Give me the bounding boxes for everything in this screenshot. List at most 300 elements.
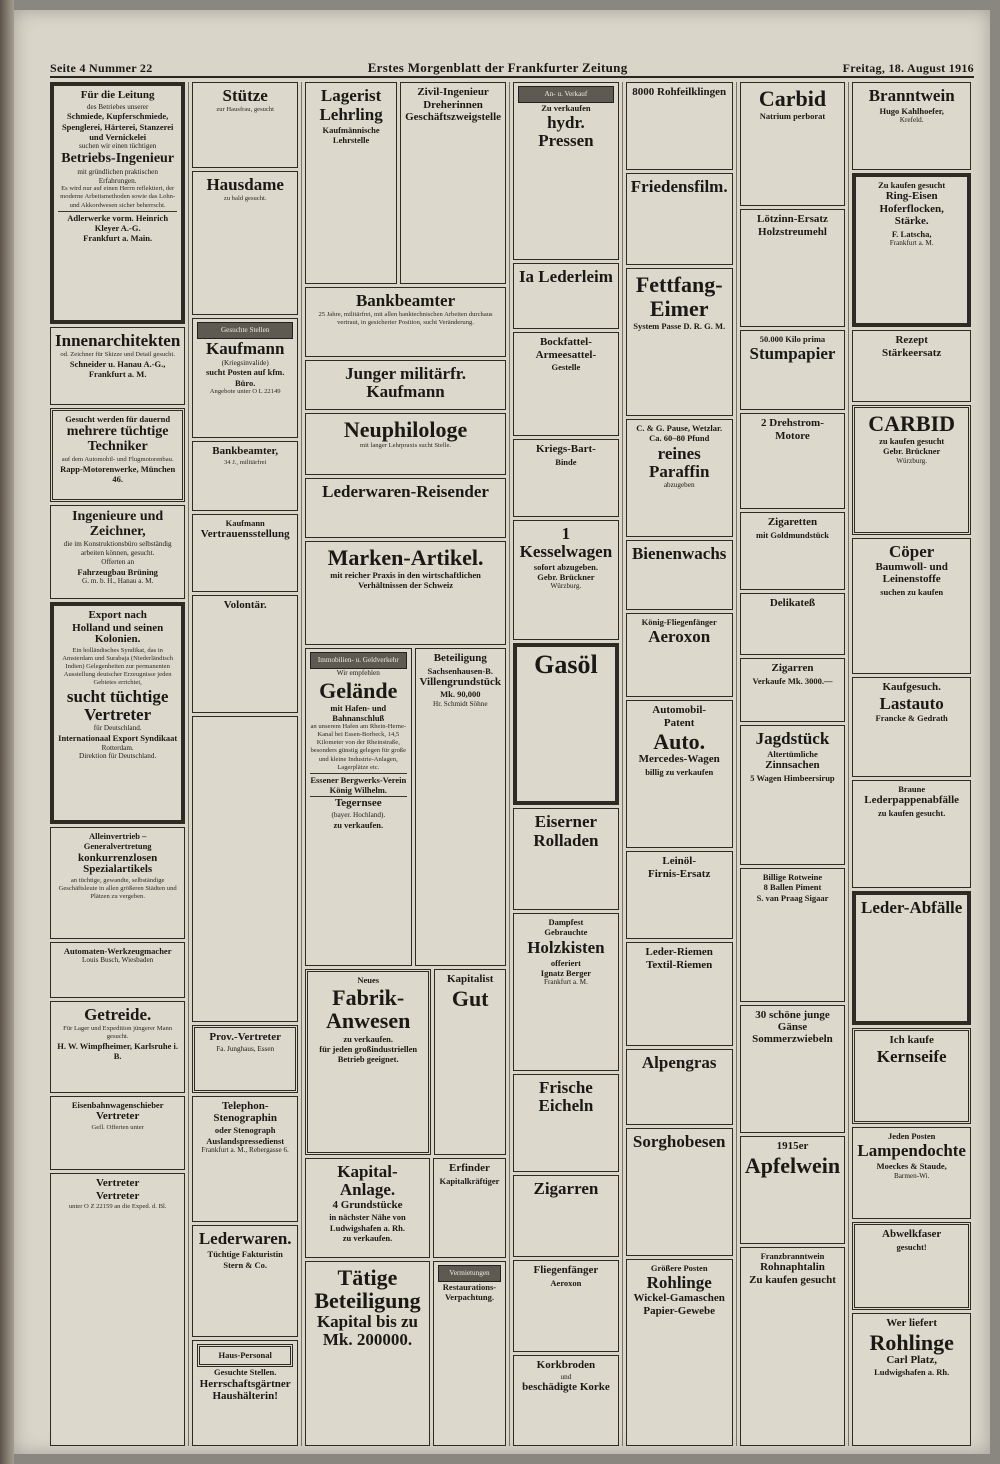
ad-line: mit reicher Praxis in den wirtschaftlichen Verhältnissen der Schweiz: [330, 570, 481, 591]
ad-line: Zu kaufen gesucht: [878, 180, 946, 190]
ad-zigaretten: [740, 512, 846, 590]
masthead: [50, 58, 974, 78]
ad-headline: Textil-Riemen: [646, 958, 713, 971]
ad-headline: Jagdstück: [755, 729, 830, 748]
ad-line: H. W. Wimpfheimer, Karlsruhe i. B.: [57, 1040, 179, 1062]
ad-line: Schmiede, Kupferschmiede, Spenglerei, Härterei, Stanzerei und Vernickelei: [61, 111, 174, 143]
ad-headline: CARBID: [868, 411, 956, 436]
ad-line: zu verkaufen.: [333, 819, 384, 830]
ad-haus-personal: [192, 1340, 298, 1446]
ad-franzbranntwein: [740, 1247, 846, 1446]
ad-zivil-ingenieur: [400, 82, 506, 284]
ad-line: des Betriebes unserer: [86, 102, 149, 111]
ad-headline: Eimer: [649, 296, 709, 322]
ad-headline: Neuphilologe: [343, 417, 468, 442]
ad-line: Fa. Junghaus, Essen: [216, 1044, 275, 1053]
ad-lastauto: [852, 677, 971, 777]
ad-headline: Vertreter: [95, 1110, 140, 1123]
ad-eisenbahnwagen: [50, 1096, 185, 1170]
ad-headline: Lastauto: [879, 693, 944, 713]
ad-headline: Lederwaren-Reisender: [322, 482, 489, 501]
ad-headline: Gasöl: [534, 650, 598, 679]
ad-coeper: [852, 538, 971, 674]
ad-line: sucht Posten auf kfm. Büro.: [205, 367, 285, 388]
ad-headline: Fabrik-Anwesen: [326, 985, 411, 1034]
ad-line: Internationaal Export Syndikaat: [58, 733, 178, 744]
ad-line: Würzburg.: [550, 582, 582, 591]
ad-line: od. Zeichner für Skizze und Detail gesucht.: [60, 350, 175, 358]
ad-headline: Prov.-Vertreter: [209, 1031, 281, 1044]
section-header-vermietungen: [438, 1265, 501, 1282]
ad-line: suchen wir einen tüchtigen: [79, 142, 157, 151]
ad-line: Export nach: [88, 609, 147, 621]
ad-lederleim: [513, 263, 619, 329]
ad-line: 5 Wagen Himbeersirup: [750, 772, 835, 783]
ad-line: Ca. 60–80 Pfund: [649, 433, 710, 444]
ad-headline: Leinöl-: [662, 855, 696, 867]
ad-headline: Armeesattel-: [535, 348, 597, 361]
ad-rohfeilklingen: [626, 82, 733, 170]
ad-headline: hydr. Pressen: [538, 113, 594, 150]
ad-line: suchen zu kaufen: [880, 586, 944, 597]
ad-betriebs-ingenieur: [50, 82, 185, 324]
ad-line: auf dem Automobil- und Flugmotorenbau.: [61, 455, 174, 463]
ad-abwelkfaser: [852, 1222, 971, 1310]
ad-rolladen: [513, 808, 619, 910]
ad-line: Alleinvertrieb – Generalvertretung: [83, 831, 152, 852]
ad-headline: Motore: [775, 429, 810, 442]
page-number: Seite 4 Nummer 22: [50, 61, 153, 75]
column-2: [192, 82, 302, 1446]
ad-headline: Rolladen: [533, 830, 599, 850]
ad-kernseife: [852, 1028, 971, 1124]
ad-marken-artikel: [305, 541, 506, 645]
ad-headline: Sommerzwiebeln: [752, 1033, 833, 1046]
ad-line: Für Lager und Expedition jüngerer Mann gesucht.: [63, 1024, 173, 1040]
section-title: Immobilien- u. Geldverkehr: [317, 656, 399, 664]
ad-headline: Vertreter: [95, 1177, 140, 1189]
ad-headline: Holzstreumehl: [758, 225, 827, 238]
ad-rotweine-piment: [740, 868, 846, 1002]
section-header-haus-personal: [197, 1344, 293, 1367]
ad-line: zu verkaufen.: [343, 1033, 393, 1044]
section-title: An- u. Verkauf: [544, 90, 588, 98]
ad-line: Größere Posten: [650, 1263, 708, 1273]
ad-headline: Friedensfilm.: [630, 177, 728, 196]
ad-line: Fahrzeugbau Brüning: [77, 566, 158, 577]
ad-headline: Dreherinnen: [423, 98, 483, 111]
section-title: Vermietungen: [449, 1269, 490, 1277]
ad-headline: Leder-Riemen: [645, 946, 713, 958]
ad-headline: Beteiligung: [433, 652, 487, 664]
ad-headline: Frische Eicheln: [538, 1078, 594, 1115]
ad-bankbeamter-small: [192, 441, 298, 511]
ad-headline: Kaufmann: [205, 338, 285, 358]
ad-line: Schneider u. Hanau A.-G., Frankfurt a. M.: [69, 358, 166, 380]
ad-line: Auslandspressedienst: [206, 1135, 285, 1146]
ad-headline: Zinnsachen: [765, 759, 820, 772]
ad-headline: 4 Grundstücke: [332, 1198, 403, 1211]
column-1: [50, 82, 189, 1446]
section-header-an-verkauf: [518, 86, 614, 103]
ad-line: oder Stenograph: [214, 1125, 276, 1136]
ad-line: Braune: [898, 784, 926, 794]
ad-lederpappen: [852, 780, 971, 888]
ad-headline: Erfinder: [448, 1162, 490, 1174]
ad-headline: Sorghobesen: [632, 1132, 726, 1151]
ad-line: C. & G. Pause, Wetzlar.: [636, 423, 723, 433]
ad-headline: Vertreter: [95, 1189, 140, 1202]
ad-holzkisten: [513, 913, 619, 1071]
ad-line: Offerten an: [101, 557, 135, 566]
ad-headline: Fliegenfänger: [533, 1264, 599, 1276]
ad-line: sofort abzugeben.: [533, 561, 599, 572]
ad-headline: Kernseife: [876, 1046, 947, 1066]
ad-line: an tüchtige, gewandte, selbständige Geschäftsleute in allen größeren Städten und Plätzen zu vergeben.: [58, 876, 177, 900]
ad-headline: Vertrauensstellung: [200, 528, 290, 541]
ad-line: Frankfurt a. M., Rebergasse 6.: [201, 1146, 289, 1155]
ad-headline: Patent: [663, 716, 695, 729]
ad-eicheln: [513, 1074, 619, 1172]
ad-headline: Gut: [451, 985, 489, 1011]
ad-stenographin: [192, 1096, 298, 1222]
ad-line: Sachsenhausen-B.: [427, 665, 493, 676]
ad-headline: Haushälterin!: [212, 1390, 278, 1403]
ad-headline: 1915er: [776, 1140, 809, 1152]
ad-kapital-anlage: [305, 1158, 430, 1258]
ad-headline: Tegernsee: [334, 797, 382, 810]
ad-headline: Rohlinge: [646, 1273, 712, 1293]
ad-line: mit Goldmundstück: [755, 529, 829, 540]
ad-headline: konkurrenzlosen Spezialartikels: [78, 851, 158, 876]
ad-carbid-kauf: [852, 405, 971, 535]
section-title: Gesuchte Stellen: [220, 326, 270, 334]
ad-headline: Telephon-Stenographin: [213, 1100, 277, 1124]
ad-headline: Baumwoll- und: [875, 560, 948, 573]
ad-line: Hr. Schmidt Söhne: [433, 699, 488, 708]
ad-headline: Zigaretten: [767, 516, 818, 528]
ad-line: Krefeld.: [899, 116, 924, 125]
ad-junger-kaufmann: [305, 360, 506, 410]
ad-taetige-beteiligung: [305, 1261, 430, 1446]
section-header-gesuchte-stellen: [197, 322, 293, 339]
ad-headline: Stumpapier: [749, 344, 836, 364]
ad-headline: Bienenwachs: [631, 544, 727, 563]
ad-werkzeugmacher: [50, 942, 185, 998]
ad-columns: [50, 82, 974, 1446]
ad-headline: Wer liefert: [886, 1317, 938, 1329]
ad-headline: Kriegs-Bart-: [535, 443, 596, 455]
ad-fettfang-eimer: [626, 268, 733, 416]
ad-headline: Eiserner: [534, 812, 598, 831]
ad-headline: Rohlinge: [869, 1329, 954, 1355]
ad-line: Würzburg.: [896, 456, 928, 465]
ad-headline: Ia Lederleim: [518, 267, 613, 286]
ad-headline: beschädigte Korke: [522, 1381, 610, 1394]
ad-line: zu kaufen gesucht.: [878, 807, 946, 818]
ad-line: die im Konstruktionsbüro selbständig arbeiten können, gesucht.: [63, 540, 172, 558]
ad-headline: Hausdame: [206, 175, 284, 194]
ad-auto-mercedes: [626, 700, 733, 848]
ad-headline: Getreide.: [84, 1005, 152, 1024]
ad-line: Jeden Posten: [887, 1131, 936, 1141]
ad-headline: Junger militärfr. Kaufmann: [345, 364, 466, 401]
ad-gasoel: [513, 643, 619, 805]
ad-fliegenfaenger: [513, 1260, 619, 1352]
ad-line: 25 Jahre, militärfrei, mit allen banktechnischen Arbeiten durchaus vertraut, in gesicherter Position, sucht Veränderung.: [318, 310, 493, 326]
ad-headline: Mercedes-Wagen: [638, 753, 720, 766]
ad-headline: Innenarchitekten: [55, 331, 181, 350]
ad-line: 50.000 Kilo prima: [759, 334, 826, 344]
ad-line: Moeckes & Staude,: [876, 1161, 947, 1172]
ad-paraffin: [626, 419, 733, 537]
ad-jagdstueck: [740, 725, 846, 865]
ad-rohlinge-col6: [626, 1259, 733, 1446]
ad-kriegs-bartbinde: [513, 439, 619, 517]
ad-rezept: [852, 330, 971, 402]
ad-headline: mehrere tüchtige Techniker: [66, 424, 169, 455]
ad-delikatess: [740, 593, 846, 655]
ad-line: Essener Bergwerks-Verein König Wilhelm.: [310, 774, 407, 795]
ad-kapitalist-gut: [434, 969, 506, 1155]
ad-line: Rapp-Motorenwerke, München 46.: [60, 463, 176, 485]
ad-headline: reines Paraffin: [648, 443, 710, 481]
ad-line: Aeroxon: [550, 1277, 582, 1288]
ad-headline: Lehrling: [319, 104, 383, 124]
ad-headline: Automobil-: [652, 704, 707, 716]
ad-headline: Hoferflocken,: [879, 202, 944, 215]
ad-gaense-zwiebeln: [740, 1005, 846, 1133]
ad-line: (bayer. Hochland).: [331, 810, 386, 819]
ad-stuetze: [192, 82, 298, 168]
ad-line: mit langer Lehrpraxis sucht Stelle.: [360, 442, 452, 450]
ad-line: mit gründlichen praktischen Erfahrungen.: [77, 167, 158, 185]
ad-headline: Kapital-Anlage.: [337, 1162, 398, 1199]
ad-line: Hugo Kahlhoefer,: [879, 105, 944, 116]
ad-line: Gesuchte Stellen.: [214, 1367, 277, 1378]
ad-line: Gefl. Offerten unter: [91, 1123, 144, 1131]
ad-line: Neues: [357, 975, 380, 985]
ad-kaufmann-invalide: [192, 318, 298, 438]
ad-headline: Delikateß: [769, 597, 816, 609]
ad-line: 8 Ballen Piment: [763, 882, 822, 893]
ad-headline: Ich kaufe: [889, 1034, 934, 1046]
ad-erfinder: [433, 1158, 506, 1258]
ad-headline: Leder-Abfälle: [860, 898, 963, 917]
ad-line: Adlerwerke vorm. Heinrich Kleyer A.-G.: [67, 212, 169, 233]
ad-carbid: [740, 82, 846, 206]
ad-fabrik-anwesen: [305, 969, 431, 1155]
ad-line: König-Fliegenfänger: [641, 617, 717, 627]
ad-headline: Villengrundstück: [419, 675, 502, 688]
ad-lederwaren-reisender: [305, 478, 506, 538]
ad-line: Frankfurt a. M.: [543, 978, 588, 987]
ad-line: zu bald gesucht.: [223, 194, 267, 202]
ad-headline: 2 Drehstrom-: [761, 417, 824, 429]
ad-line: Ein holländisches Syndikat, das in Amsterdam und Surabaja (Niederländisch Indien) Gelegenheiten zur permanenten Ausstellung deutscher Erzeugnisse jeden Gebietes errichtet,: [62, 646, 174, 686]
ad-line: Dampfest: [548, 917, 584, 927]
ad-line: System Passe D. R. G. M.: [633, 321, 726, 332]
ad-line: mit Hafen- und Bahnanschluß: [330, 702, 387, 724]
ad-line: Mk. 90,000: [440, 689, 481, 700]
ad-line: Restaurations-Verpachtung.: [442, 1281, 497, 1303]
ad-headline: Tätige Beteiligung: [314, 1265, 421, 1314]
ad-line: Tüchtige Fakturistin: [207, 1249, 283, 1260]
ad-headline: 30 schöne junge Gänse: [755, 1009, 830, 1033]
ad-headline: Rezept: [895, 334, 928, 346]
ad-line: billig zu verkaufen: [645, 766, 714, 777]
ad-headline: Kaufgesuch.: [882, 681, 941, 693]
ad-ingenieure-zeichner: [50, 505, 185, 599]
ad-headline: Rohnaphtalin: [760, 1261, 825, 1274]
ad-line: Stern & Co.: [223, 1259, 268, 1270]
ad-headline: Lederpappenabfälle: [864, 794, 960, 807]
ad-line: Frankfurt a. M.: [889, 239, 934, 248]
ad-line: Francke & Gedrath: [875, 713, 948, 724]
book-binding-edge: [0, 0, 14, 1464]
ad-line: Gebrauchte: [544, 927, 588, 938]
ad-line: Angebote unter O L 22149: [209, 388, 281, 396]
ad-line: Frankfurt a. Main.: [83, 233, 153, 244]
column-7: [740, 82, 850, 1446]
ad-korke: [513, 1355, 619, 1446]
ad-stumpapier: [740, 330, 846, 410]
ad-line: Ignatz Berger: [540, 967, 592, 978]
ad-line: Kaufmännische Lehrstelle: [322, 124, 380, 146]
ad-headline: Stärke.: [894, 215, 929, 228]
ad-line: 34 J., militärfrei: [223, 458, 267, 466]
ad-line: für jeden großindustriellen Betrieb geeignet.: [319, 1043, 418, 1065]
ad-line: zu verkaufen.: [342, 1232, 393, 1243]
ad-line: Billige Rotweine: [762, 872, 823, 882]
ad-branntwein: [852, 82, 971, 170]
ad-line: Altertümliche: [767, 748, 818, 759]
ad-vermietungen: [433, 1261, 506, 1446]
ad-headline: 8000 Rohfeilklingen: [632, 86, 727, 98]
ad-leder-abfaelle: [852, 891, 971, 1025]
ad-line: unter O Z 22159 an die Exped. d. Bl.: [68, 1203, 167, 1211]
ad-line: Es wird nur auf einen Herrn reflektiert, der moderne Arbeitsmethoden sowie das Lohn- und Akkordwesen sicher beherrscht.: [60, 185, 176, 209]
ad-line: (Kriegsinvalide): [221, 358, 269, 367]
ad-line: an unserem Hafen am Rhein-Herne-Kanal bei Essen-Borbeck, 14,5 Kilometer von der Rheinstraße, besonders günstig gelegen für große und kleine Industrie-Anlagen, Lagerplätze etc.: [310, 723, 407, 771]
ad-headline: 1 Kesselwagen: [519, 524, 613, 561]
ad-headline: Leinenstoffe: [882, 573, 941, 586]
ad-line: Wir empfehlen: [336, 668, 380, 677]
ad-headline: Aeroxon: [648, 627, 711, 647]
ad-beteiligung-col4: [415, 648, 507, 966]
ad-friedensfilm: [626, 173, 733, 265]
ad-headline: Bankbeamter,: [212, 445, 279, 457]
ad-rohlinge-col8: [852, 1313, 971, 1446]
ad-headline: Papier-Gewebe: [643, 1304, 716, 1317]
column-5: [513, 82, 623, 1446]
ad-line: Gestelle: [551, 362, 581, 373]
ad-headline: Alpengras: [641, 1053, 717, 1072]
ad-line: Binde: [555, 456, 577, 467]
ad-headline: Kapital bis zu Mk. 200000.: [316, 1312, 419, 1350]
ad-headline: Zigarren: [533, 1179, 599, 1198]
ad-headline: sucht tüchtige Vertreter: [66, 686, 169, 724]
ad-leinoel-firnis: [626, 851, 733, 939]
ad-headline: Herrschaftsgärtner: [199, 1377, 291, 1390]
ad-headline: Stütze: [222, 86, 268, 105]
ad-alleinvertrieb: [50, 827, 185, 939]
section-title: Haus-Personal: [218, 1350, 272, 1361]
ad-ring-eisen: [852, 173, 971, 327]
ad-line: Rotterdam.: [101, 743, 134, 752]
ad-headline: Carl Platz,: [886, 1353, 938, 1366]
ad-headline: Ring-Eisen: [885, 190, 938, 203]
ad-getreide: [50, 1001, 185, 1093]
ad-headline: Ingenieure und Zeichner,: [72, 509, 164, 539]
ad-riemen: [626, 942, 733, 1046]
ad-vertreter: [50, 1173, 185, 1446]
ad-bockfattel: [513, 332, 619, 436]
ad-headline: Fettfang-: [635, 272, 723, 297]
ad-line: Für die Leitung: [80, 89, 155, 101]
ad-headline: Carbid: [758, 86, 827, 111]
ad-headline: Kapitalist: [446, 973, 494, 985]
ad-prov-vertreter: [192, 1025, 298, 1093]
ad-headline: Branntwein: [868, 86, 955, 105]
section-header-immobilien: [310, 652, 406, 669]
ad-headline: Lampendochte: [857, 1141, 966, 1161]
ad-headline: Betriebs-Ingenieur: [61, 151, 175, 167]
ad-neuphilologe: [305, 413, 506, 475]
ad-line: Automaten-Werkzeugmacher: [63, 946, 172, 956]
ad-headline: Zu kaufen gesucht: [749, 1273, 836, 1286]
ad-bienenwachs: [626, 540, 733, 610]
column-3: [305, 82, 510, 1446]
ad-bankbeamter: [305, 287, 506, 357]
ad-zigarren-col5: [513, 1175, 619, 1257]
ad-lederwaren: [192, 1225, 298, 1337]
ad-line: abzugeben: [663, 481, 695, 490]
ad-apfelwein: [740, 1136, 846, 1244]
ad-export-holland: [50, 602, 185, 824]
ad-headline: Korkbroden: [536, 1359, 596, 1371]
ad-headline: Gelände: [319, 677, 398, 703]
ad-line: in nächster Nähe von Ludwigshafen a. Rh.: [329, 1212, 406, 1233]
ad-line: G. m. b. H., Hanau a. M.: [82, 577, 154, 586]
ad-line: Natrium perborat: [759, 111, 826, 122]
ad-headline: Stärkeersatz: [882, 346, 942, 359]
column-6: [626, 82, 737, 1446]
ad-line: Barmen-Wi.: [893, 1171, 930, 1180]
ad-techniker: [50, 408, 185, 502]
ad-line: Eisenbahnwagenschieber: [71, 1100, 164, 1110]
ad-headline: Bockfattel-: [539, 336, 592, 348]
ad-headline: Lederwaren.: [198, 1229, 292, 1249]
ad-hydr-pressen: [513, 82, 619, 260]
ad-line: Holland und seinen Kolonien.: [72, 621, 164, 646]
ad-line: Louis Busch, Wiesbaden: [82, 956, 154, 965]
ad-drehstrom-motore: [740, 413, 846, 509]
ad-vertrauensstellung: [192, 514, 298, 592]
ad-loetzinn: [740, 209, 846, 327]
ad-line: zu kaufen gesucht: [879, 436, 945, 447]
ad-headline: Wickel-Gamaschen: [633, 1292, 725, 1305]
ad-headline: Cöper: [889, 542, 935, 561]
ad-line: und: [560, 1372, 572, 1381]
ad-volontaer: [192, 595, 298, 713]
ad-line: Zu verkaufen: [541, 102, 591, 113]
ad-line: Franzbranntwein: [760, 1251, 825, 1261]
newspaper-title: Erstes Morgenblatt der Frankfurter Zeitung: [367, 60, 628, 75]
ad-headline: Auto.: [653, 729, 706, 755]
ad-headline: Zivil-Ingenieur: [417, 86, 489, 98]
ad-headline: Zigarren: [771, 662, 814, 674]
